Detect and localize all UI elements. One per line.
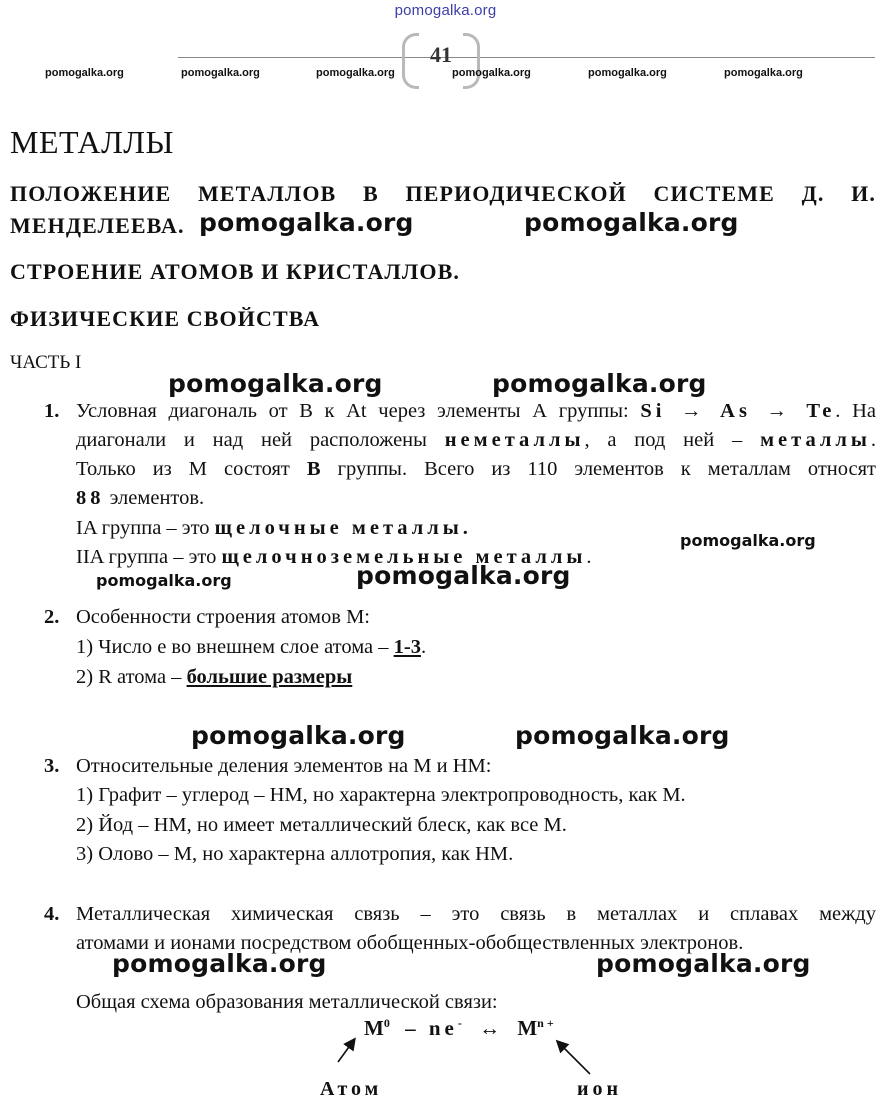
answer-radius: большие размеры xyxy=(186,666,353,688)
answer-alkali: щелочные металлы. xyxy=(214,517,472,539)
header-rule xyxy=(178,57,875,58)
heading-position-line1: ПОЛОЖЕНИЕ МЕТАЛЛОВ В ПЕРИОДИЧЕСКОЙ СИСТЕМЕ Д. И. xyxy=(10,181,876,206)
answer-alkaline-earth: щелочноземельные металлы xyxy=(221,546,587,568)
heading-physical: ФИЗИЧЕСКИЕ СВОЙСТВА xyxy=(10,306,321,331)
watermark-row-item: pomogalka.org xyxy=(452,67,531,79)
watermark: pomogalka.org xyxy=(492,369,707,398)
watermark: pomogalka.org xyxy=(356,561,571,590)
watermark-row-item: pomogalka.org xyxy=(316,67,395,79)
text: 1) Число е во внешнем слое атома – xyxy=(76,636,389,658)
heading-structure: СТРОЕНИЕ АТОМОВ И КРИСТАЛЛОВ. xyxy=(10,259,460,284)
watermark: pomogalka.org xyxy=(596,949,811,978)
arrow-to-ion xyxy=(558,1042,590,1074)
watermark: pomogalka.org xyxy=(168,369,383,398)
item-number: 2. xyxy=(44,606,60,628)
watermark: pomogalka.org xyxy=(112,949,327,978)
text: группы. Всего из 110 элементов к металлам относят xyxy=(337,458,877,480)
watermark: pomogalka.org xyxy=(680,531,816,550)
answer-group: B xyxy=(306,458,321,480)
watermark: pomogalka.org xyxy=(524,208,739,237)
text: , а под ней – xyxy=(584,429,743,451)
scheme-arrows xyxy=(330,1030,630,1080)
eq-metal-ion: M xyxy=(517,1016,538,1040)
watermark-row-item: pomogalka.org xyxy=(181,67,260,79)
item1-line2 xyxy=(76,426,876,455)
text: диагонали и над ней расположены xyxy=(76,429,427,451)
item1-line5 xyxy=(76,514,472,543)
watermark-top: pomogalka.org xyxy=(394,2,497,19)
item4-line2: атомами и ионами посредством обобщенных-обобществленных электронов. xyxy=(76,932,744,954)
answer-metals: металлы xyxy=(760,429,871,451)
text: . xyxy=(586,546,592,568)
item-number: 4. xyxy=(44,903,60,925)
item2-title: Особенности строения атомов М: xyxy=(76,606,370,628)
text: Условная диагональ от B к At через элементы А группы: xyxy=(76,400,629,422)
watermark-row-item: pomogalka.org xyxy=(588,67,667,79)
watermark: pomogalka.org xyxy=(96,571,232,590)
eq-charge-n: n + xyxy=(537,1016,554,1030)
item3-sub3: 3) Олово – М, но характерна аллотропия, как НМ. xyxy=(76,843,514,865)
watermark: pomogalka.org xyxy=(191,721,406,750)
item-number: 1. xyxy=(44,400,60,422)
scheme-title: Общая схема образования металлической связи: xyxy=(76,991,498,1013)
item1-line3 xyxy=(76,455,876,484)
item4-line1: Металлическая химическая связь – это связь в металлах и сплавах между xyxy=(76,903,876,925)
item1-line6 xyxy=(76,543,591,572)
eq-electron-sign: - xyxy=(457,1016,462,1030)
item3-sub1: 1) Графит – углерод – НМ, но характерна электропроводность, как М. xyxy=(76,784,686,806)
label-ion: ион xyxy=(577,1078,623,1100)
item3-sub2: 2) Йод – НМ, но имеет металлический блеск, как все М. xyxy=(76,814,567,836)
page-title: МЕТАЛЛЫ xyxy=(10,124,174,160)
item-number: 3. xyxy=(44,755,60,777)
eq-arrow: ↔ xyxy=(479,1016,501,1040)
watermark-row-item: pomogalka.org xyxy=(724,67,803,79)
text: 2) R атома – xyxy=(76,666,182,688)
answer-electrons: 1-3 xyxy=(393,636,421,658)
item2-sub2 xyxy=(76,663,352,692)
eq-metal: M xyxy=(364,1016,384,1040)
text: . На xyxy=(835,400,876,422)
label-atom: Атом xyxy=(320,1078,383,1100)
diagonal-elements: Si → As → Te xyxy=(640,400,836,422)
part-label: ЧАСТЬ I xyxy=(10,352,82,373)
item1-line4 xyxy=(76,484,204,513)
eq-charge-zero: 0 xyxy=(383,1016,390,1030)
text: . xyxy=(420,636,427,658)
item2-sub1 xyxy=(76,633,426,662)
text: IA группа – это xyxy=(76,517,210,539)
watermark: pomogalka.org xyxy=(515,721,730,750)
text: элементов. xyxy=(109,487,205,509)
text: IIA группа – это xyxy=(76,546,217,568)
eq-minus-electrons: – ne xyxy=(405,1016,458,1040)
text: Только из М состоят xyxy=(76,458,290,480)
item3-title: Относительные деления элементов на М и НМ: xyxy=(76,755,492,777)
page-number: 41 xyxy=(430,42,452,67)
watermark: pomogalka.org xyxy=(199,208,414,237)
answer-nonmetals: неметаллы xyxy=(444,429,585,451)
answer-count: 88 xyxy=(76,487,105,509)
watermark-row-item: pomogalka.org xyxy=(45,67,124,79)
text: . xyxy=(870,429,877,451)
heading-position-line2: МЕНДЕЛЕЕВА. xyxy=(10,213,185,238)
item1-line1 xyxy=(76,397,876,426)
arrow-to-atom xyxy=(338,1040,354,1062)
